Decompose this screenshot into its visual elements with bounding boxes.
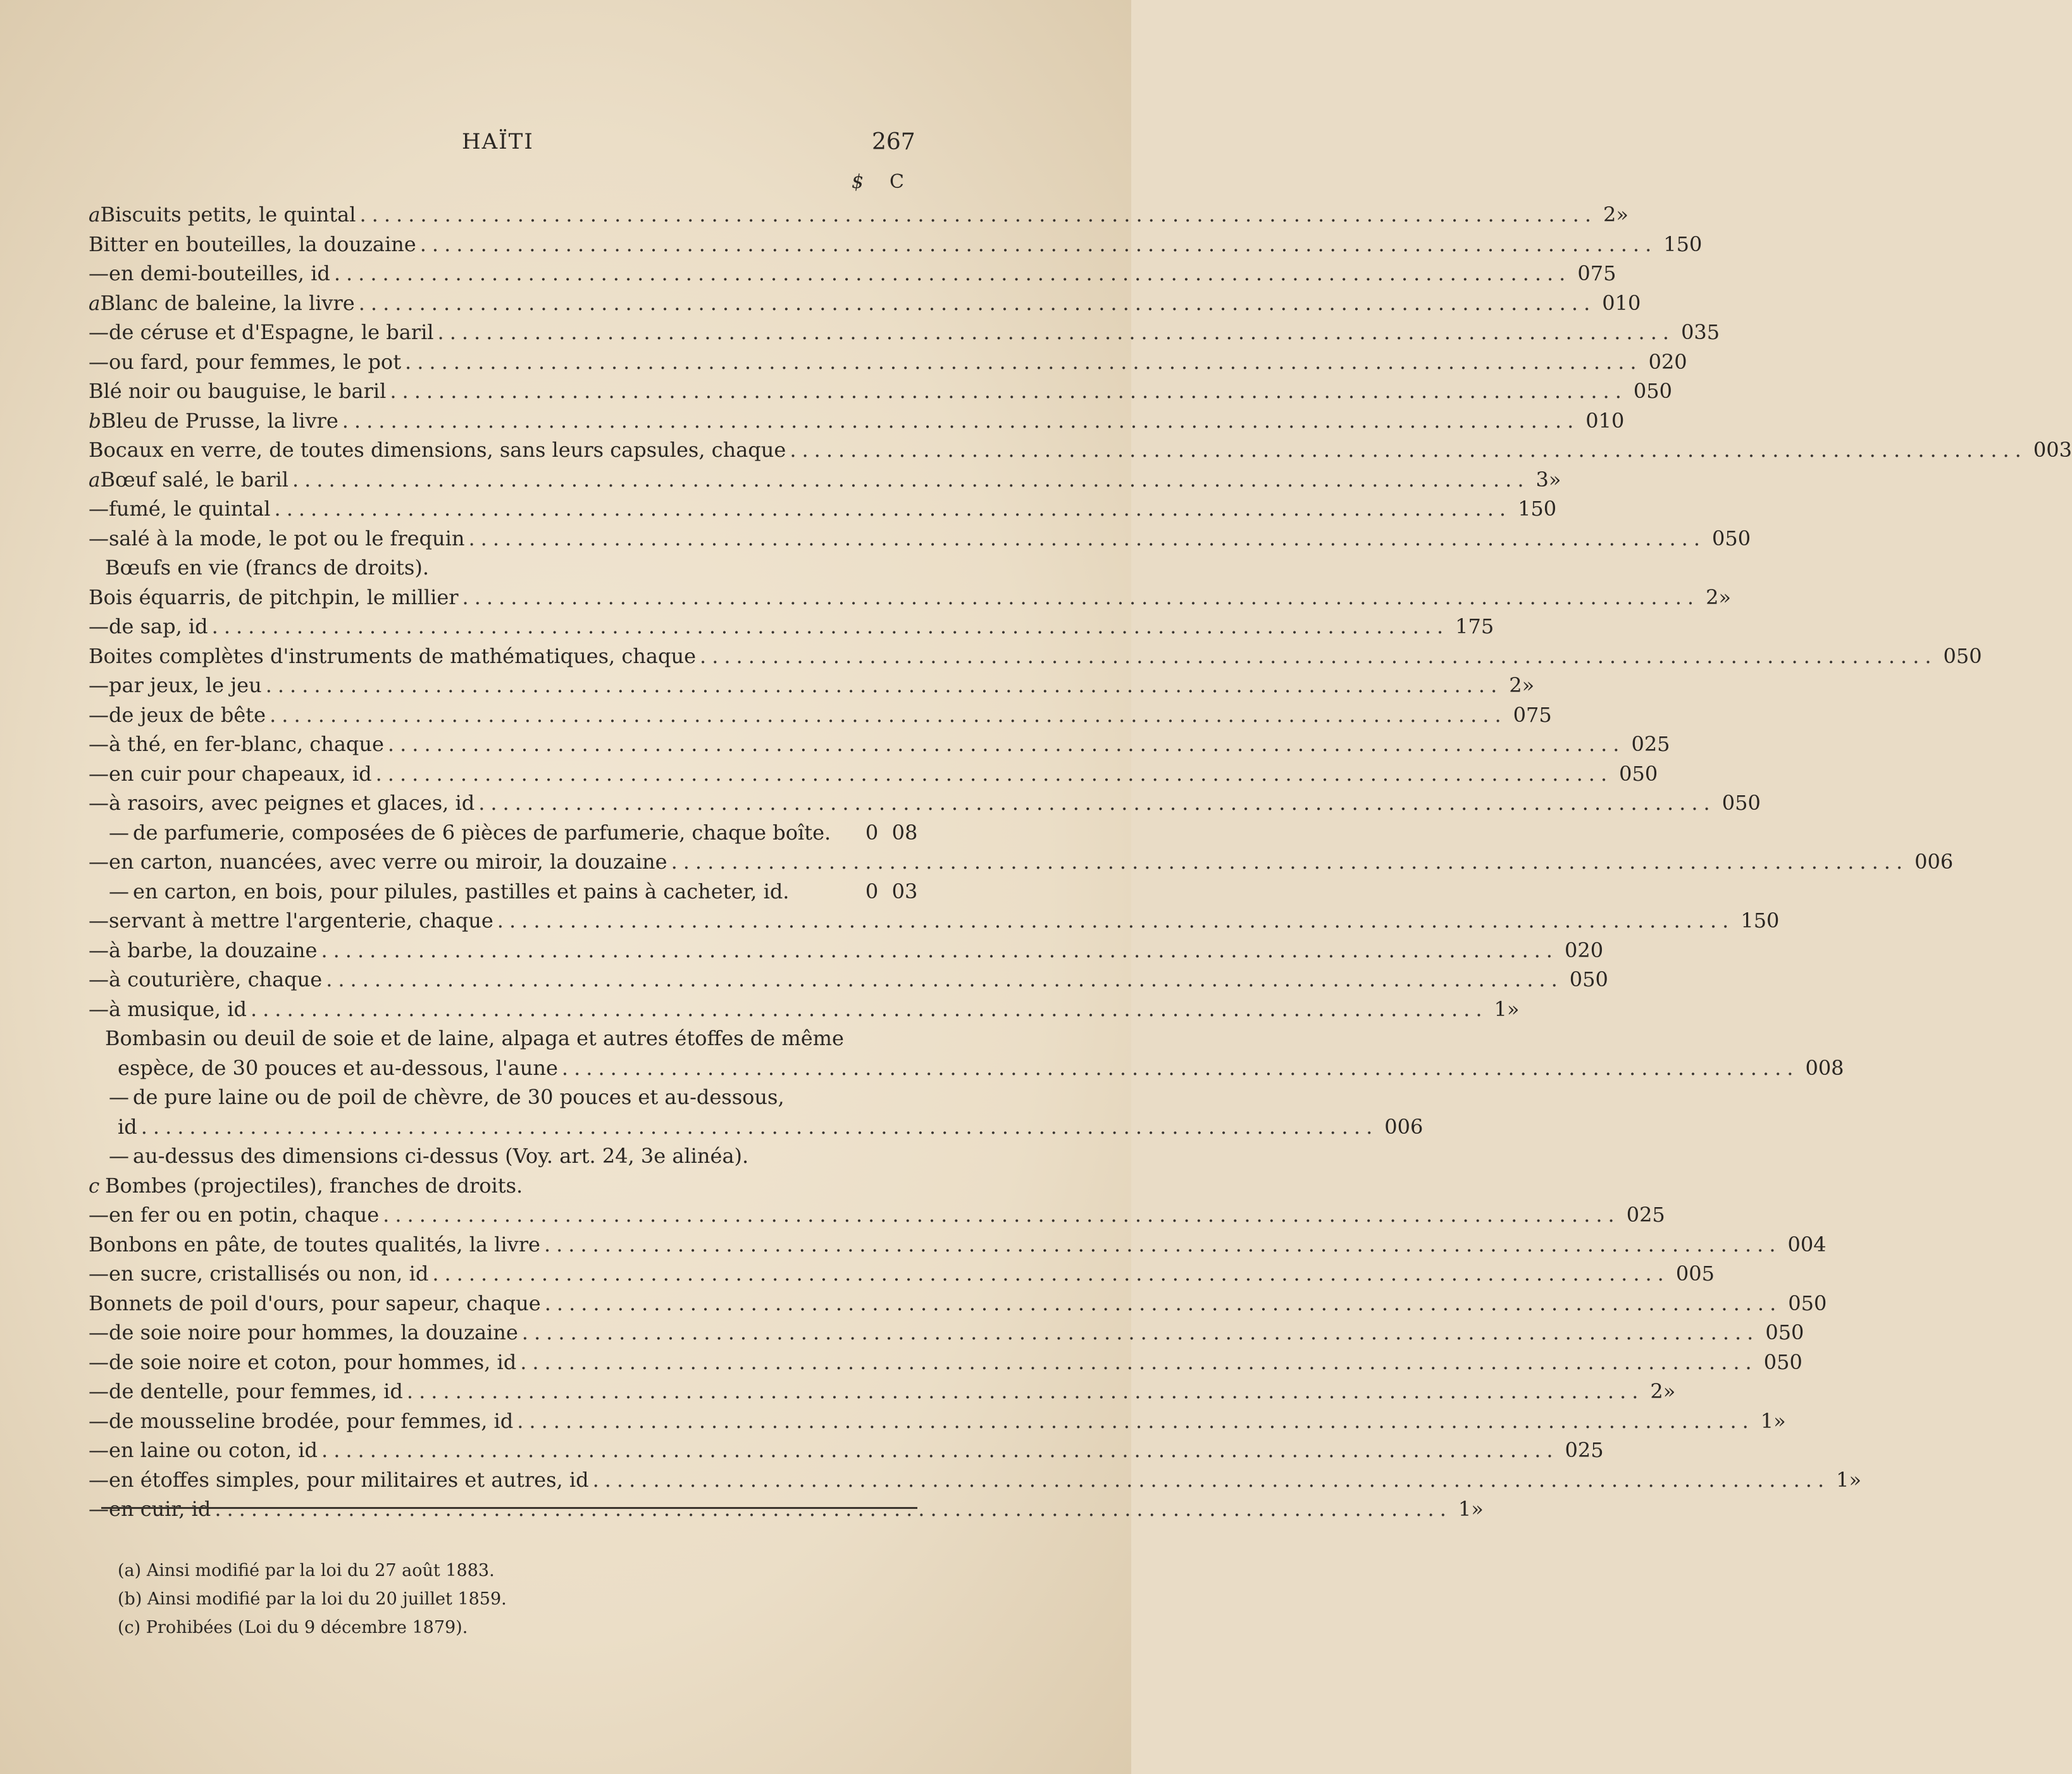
item-label: Bœufs en vie (francs de droits). <box>105 555 429 580</box>
dot-leader <box>214 1494 1452 1524</box>
ditto-dash: — <box>89 1497 109 1521</box>
dollar-value: 0 <box>1513 702 1526 727</box>
dollar-value: 0 <box>1564 938 1578 962</box>
item-label: Bonbons en pâte, de toutes qualités, la livre <box>89 1232 540 1256</box>
dollar-value: 1 <box>1740 909 1754 933</box>
dollar-value: 0 <box>1681 320 1694 344</box>
tariff-row <box>89 435 2072 465</box>
tariff-row <box>89 1053 1844 1083</box>
tariff-row <box>89 1259 1715 1289</box>
item-label: Blé noir ou bauguise, le baril <box>89 379 387 403</box>
item-label: Bitter en bouteilles, la douzaine <box>89 232 416 256</box>
dot-leader <box>359 200 1597 230</box>
dollar-value: 0 <box>1565 1438 1578 1462</box>
cent-value: » <box>1773 1408 1786 1433</box>
footnote-marker: a <box>89 292 101 315</box>
tariff-row <box>89 1377 1676 1406</box>
dollar-value: 1 <box>1458 1497 1472 1521</box>
dot-leader <box>275 494 1512 524</box>
cent-value: 50 <box>1725 526 1751 550</box>
dollar-value: 0 <box>1805 1055 1818 1080</box>
cent-value: 25 <box>1639 1203 1665 1227</box>
dollar-value: 2 <box>1603 202 1616 226</box>
cent-value: 75 <box>1468 614 1494 638</box>
ditto-dash: — <box>89 1320 109 1344</box>
dot-leader <box>420 230 1658 259</box>
dollar-value: 0 <box>1721 791 1735 815</box>
ditto-dash: — <box>89 938 109 962</box>
dot-leader <box>478 788 1716 818</box>
cent-value: 35 <box>1694 320 1720 344</box>
item-label: ou fard, pour femmes, le pot <box>109 349 402 374</box>
cent-value: 75 <box>1525 702 1552 727</box>
ditto-dash: — <box>89 1408 109 1433</box>
tariff-row <box>89 906 1780 936</box>
tariff-row <box>89 1494 1484 1524</box>
dollar-value: 0 <box>1384 1114 1398 1139</box>
item-label: Bocaux en verre, de toutes dimensions, sans leurs capsules, chaque <box>89 438 786 462</box>
dot-leader <box>390 376 1627 406</box>
dollar-value: 0 <box>1712 526 1725 550</box>
tariff-row <box>89 465 1561 495</box>
tariff-row <box>89 700 1552 730</box>
cent-value: » <box>1522 673 1535 697</box>
dot-leader <box>432 1259 1670 1289</box>
ditto-dash: — <box>89 320 109 344</box>
item-label: par jeux, le jeu <box>109 673 262 697</box>
dot-leader <box>407 1377 1644 1406</box>
cent-value: 08 <box>891 820 918 845</box>
ditto-dash: — <box>89 702 109 727</box>
tariff-row <box>89 230 1703 259</box>
cent-value: » <box>1616 202 1628 226</box>
ditto-dash: — <box>89 497 109 521</box>
cent-value: 10 <box>1615 290 1641 315</box>
dollar-value: 1 <box>1518 497 1531 521</box>
ditto-dash: — <box>89 732 109 756</box>
cent-value: 50 <box>1632 761 1658 786</box>
item-label: à thé, en fer-blanc, chaque <box>109 732 384 756</box>
tariff-row <box>89 1200 1665 1230</box>
ditto-dash: — <box>89 1438 109 1462</box>
ditto-dash: — <box>109 1085 129 1109</box>
dot-leader <box>141 1112 1379 1142</box>
item-label: Bombes (projectiles), franches de droits. <box>105 1173 523 1198</box>
tariff-row <box>89 729 1670 759</box>
ditto-dash: — <box>109 879 129 903</box>
ditto-dash: — <box>89 996 109 1021</box>
cent-column-heading: C <box>890 171 904 193</box>
tariff-row <box>89 1348 1802 1377</box>
item-label: Bleu de Prusse, la livre <box>101 408 338 433</box>
footnote-marker: a <box>89 468 101 492</box>
tariff-row <box>89 818 924 848</box>
item-label: Bombasin ou deuil de soie et de laine, alpaga et autres étoffes de même <box>105 1026 844 1050</box>
dollar-value: 0 <box>1943 643 1956 668</box>
cent-value: 50 <box>1753 909 1780 933</box>
tariff-row <box>89 1171 924 1201</box>
item-label: en laine ou coton, id <box>109 1438 318 1462</box>
item-label: au-dessus des dimensions ci-dessus (Voy. art. 24, 3e alinéa). <box>133 1144 749 1168</box>
item-label: de dentelle, pour femmes, id <box>109 1379 403 1403</box>
tariff-row <box>89 583 1732 612</box>
tariff-row <box>89 1406 1786 1436</box>
dollar-value: 0 <box>1763 1349 1777 1374</box>
dot-leader <box>342 406 1580 436</box>
tariff-row <box>89 965 1608 995</box>
cent-value: 08 <box>1818 1055 1844 1080</box>
dot-leader <box>270 700 1507 730</box>
item-label: en carton, nuancées, avec verre ou miroir, la douzaine <box>109 850 667 874</box>
cent-value: 25 <box>1644 732 1670 756</box>
dot-leader <box>545 1289 1782 1318</box>
ditto-dash: — <box>89 1262 109 1286</box>
cent-value: 20 <box>1577 938 1604 962</box>
cent-value: 06 <box>1397 1114 1424 1139</box>
cent-value: 50 <box>1582 967 1608 991</box>
footnote: (c) Prohibées (Loi du 9 décembre 1879). <box>118 1618 468 1637</box>
tariff-row <box>89 376 1672 406</box>
dot-leader <box>790 435 2027 465</box>
footnote-marker: a <box>89 204 101 226</box>
cent-value: 50 <box>1646 379 1672 403</box>
tariff-row <box>89 788 1761 818</box>
ditto-dash: — <box>109 1144 129 1168</box>
tariff-row <box>89 612 1494 642</box>
dollar-value: 1 <box>1760 1408 1774 1433</box>
item-label: en carton, en bois, pour pilules, pastilles et pains à cacheter, id. <box>133 879 790 903</box>
ditto-dash: — <box>89 761 109 786</box>
dollar-value: 1 <box>1663 232 1677 256</box>
dollar-value: 0 <box>1765 1320 1778 1344</box>
tariff-row <box>89 347 1687 377</box>
cent-value: 50 <box>1956 643 1982 668</box>
dollar-value: 1 <box>1455 614 1468 638</box>
dollar-value: 1 <box>1494 996 1507 1021</box>
tariff-row <box>89 759 1658 789</box>
footnote-divider <box>101 1507 917 1509</box>
dollar-value: 0 <box>1631 732 1644 756</box>
item-label: à couturière, chaque <box>109 967 323 991</box>
item-label: Bois équarris, de pitchpin, le millier <box>89 585 459 609</box>
dollar-value: 0 <box>1633 379 1647 403</box>
dollar-value: 0 <box>1619 761 1632 786</box>
item-label: Blanc de baleine, la livre <box>100 290 355 315</box>
tariff-row <box>89 1141 924 1171</box>
tariff-row <box>89 671 1535 700</box>
dot-leader <box>671 847 1909 877</box>
ditto-dash: — <box>89 349 109 374</box>
ditto-dash: — <box>89 1349 109 1374</box>
dollar-value: 0 <box>1602 290 1615 315</box>
cent-value: 25 <box>1577 1438 1604 1462</box>
tariff-row <box>89 494 1557 524</box>
tariff-list <box>89 200 2072 1524</box>
cent-value: 50 <box>1778 1320 1804 1344</box>
dot-leader <box>251 995 1488 1024</box>
dollar-value: 0 <box>1648 349 1661 374</box>
dollar-value: 0 <box>865 879 879 903</box>
tariff-row <box>89 1289 1827 1318</box>
tariff-row <box>89 1230 1827 1260</box>
ditto-dash: — <box>89 791 109 815</box>
dollar-value: 2 <box>1650 1379 1663 1403</box>
page-number: 267 <box>872 129 915 155</box>
ditto-dash: — <box>109 820 129 845</box>
dot-leader <box>376 759 1613 789</box>
dollar-value: 0 <box>1569 967 1583 991</box>
footnote: (a) Ainsi modifié par la loi du 27 août 1883. <box>118 1561 495 1580</box>
dollar-value: 1 <box>1836 1467 1849 1492</box>
item-label: de soie noire et coton, pour hommes, id <box>109 1349 517 1374</box>
dot-leader <box>520 1348 1758 1377</box>
cent-value: » <box>1548 467 1561 492</box>
item-label: Biscuits petits, le quintal <box>100 202 356 226</box>
dot-leader <box>321 936 1558 965</box>
dot-leader <box>326 965 1563 995</box>
dot-leader <box>383 1200 1620 1230</box>
cent-value: 03 <box>2046 438 2072 462</box>
ditto-dash: — <box>89 850 109 874</box>
cent-value: » <box>1718 585 1732 609</box>
tariff-row <box>89 553 924 583</box>
footnotes <box>118 1556 507 1642</box>
cent-value: 03 <box>891 879 918 903</box>
cent-value: 04 <box>1800 1232 1827 1256</box>
dollar-value: 0 <box>1675 1262 1689 1286</box>
cent-value: 50 <box>1530 497 1557 521</box>
ditto-dash: — <box>89 614 109 638</box>
tariff-row <box>89 200 1628 230</box>
item-label: Bonnets de poil d'ours, pour sapeur, chaque <box>89 1291 541 1315</box>
tariff-row <box>89 847 1954 877</box>
dollar-value: 0 <box>1788 1291 1801 1315</box>
tariff-row <box>89 288 1641 318</box>
ditto-dash: — <box>89 909 109 933</box>
tariff-row <box>89 1024 924 1053</box>
item-label: espèce, de 30 pouces et au-dessous, l'aune <box>118 1055 558 1080</box>
cent-value: 50 <box>1676 232 1703 256</box>
dollar-value: 2 <box>1706 585 1719 609</box>
item-label: à rasoirs, avec peignes et glaces, id <box>109 791 475 815</box>
tariff-row <box>89 318 1720 347</box>
cent-value: 06 <box>1927 850 1954 874</box>
dot-leader <box>593 1465 1830 1495</box>
tariff-row <box>89 524 1751 554</box>
dollar-value: 0 <box>865 820 879 845</box>
ditto-dash: — <box>89 1203 109 1227</box>
cent-value: 05 <box>1689 1262 1715 1286</box>
ditto-dash: — <box>89 1379 109 1403</box>
ditto-dash: — <box>89 967 109 991</box>
dot-leader <box>334 259 1572 288</box>
item-label: en demi-bouteilles, id <box>109 261 330 285</box>
item-label: de parfumerie, composées de 6 pièces de parfumerie, chaque boîte. <box>133 820 831 845</box>
tariff-row <box>89 642 1982 671</box>
dot-leader <box>438 318 1675 347</box>
dollar-value: 0 <box>1914 850 1928 874</box>
item-label: salé à la mode, le pot ou le frequin <box>109 526 465 550</box>
dollar-value: 0 <box>1787 1232 1801 1256</box>
cent-value: » <box>1849 1467 1862 1492</box>
item-label: de mousseline brodée, pour femmes, id <box>109 1408 514 1433</box>
item-label: en étoffes simples, pour militaires et autres, id <box>109 1467 589 1492</box>
cent-value: » <box>1506 996 1520 1021</box>
dot-leader <box>562 1053 1799 1083</box>
dollar-column-heading: $ <box>852 171 864 193</box>
tariff-row <box>89 1318 1804 1348</box>
tariff-row <box>89 1436 1604 1465</box>
dot-leader <box>544 1230 1782 1260</box>
item-label: id <box>118 1114 137 1139</box>
item-label: en fer ou en potin, chaque <box>109 1203 380 1227</box>
item-label: en cuir pour chapeaux, id <box>109 761 372 786</box>
cent-value: 10 <box>1598 408 1625 433</box>
dot-leader <box>462 583 1700 612</box>
tariff-row <box>89 1112 1424 1142</box>
ditto-dash: — <box>89 673 109 697</box>
dollar-value: 0 <box>1577 261 1591 285</box>
ditto-dash: — <box>89 261 109 285</box>
running-title: HAÏTI <box>462 129 534 154</box>
item-label: en sucre, cristallisés ou non, id <box>109 1262 429 1286</box>
dollar-value: 0 <box>1585 408 1599 433</box>
item-label: de jeux de bête <box>109 702 266 727</box>
item-label: de céruse et d'Espagne, le baril <box>109 320 434 344</box>
dollar-value: 2 <box>1509 673 1522 697</box>
item-label: à barbe, la douzaine <box>109 938 318 962</box>
dot-leader <box>700 642 1937 671</box>
cent-value: 50 <box>1777 1349 1802 1374</box>
item-label: de sap, id <box>109 614 208 638</box>
tariff-row <box>89 1465 1862 1495</box>
dollar-value: 0 <box>1626 1203 1640 1227</box>
tariff-row <box>89 877 924 907</box>
footnote: (b) Ainsi modifié par la loi du 20 juillet 1859. <box>118 1589 507 1609</box>
item-label: servant à mettre l'argenterie, chaque <box>109 909 493 933</box>
tariff-row <box>89 995 1520 1024</box>
dot-leader <box>468 524 1706 554</box>
dot-leader <box>497 906 1735 936</box>
item-label: Boites complètes d'instruments de mathématiques, chaque <box>89 643 697 668</box>
item-label: Bœuf salé, le baril <box>100 467 288 492</box>
cent-value: » <box>1663 1379 1676 1403</box>
tariff-row <box>89 406 1625 436</box>
footnote-marker: c <box>89 1174 100 1198</box>
page-header <box>0 129 1131 159</box>
item-label: en cuir, id <box>109 1497 211 1521</box>
dot-leader <box>522 1318 1759 1348</box>
dot-leader <box>517 1406 1754 1436</box>
dot-leader <box>266 671 1503 700</box>
ditto-dash: — <box>89 1467 109 1492</box>
tariff-row <box>89 936 1604 965</box>
ditto-dash: — <box>89 526 109 550</box>
dot-leader <box>359 288 1596 318</box>
cent-value: 20 <box>1661 349 1687 374</box>
cent-value: » <box>1471 1497 1484 1521</box>
cent-value: 50 <box>1801 1291 1827 1315</box>
item-label: de pure laine ou de poil de chèvre, de 30 pouces et au-dessous, <box>133 1085 785 1109</box>
dollar-value: 3 <box>1535 467 1549 492</box>
item-label: à musique, id <box>109 996 247 1021</box>
dollar-value: 0 <box>2033 438 2047 462</box>
dot-leader <box>292 465 1530 495</box>
cent-value: 75 <box>1590 261 1616 285</box>
footnote-marker: b <box>89 409 101 433</box>
dot-leader <box>388 729 1625 759</box>
item-label: de soie noire pour hommes, la douzaine <box>109 1320 518 1344</box>
dot-leader <box>212 612 1449 642</box>
tariff-row <box>89 259 1616 288</box>
item-label: fumé, le quintal <box>109 497 271 521</box>
tariff-row <box>89 1082 924 1112</box>
column-headings <box>852 171 922 196</box>
dot-leader <box>405 347 1642 377</box>
dot-leader <box>321 1436 1559 1465</box>
cent-value: 50 <box>1735 791 1761 815</box>
